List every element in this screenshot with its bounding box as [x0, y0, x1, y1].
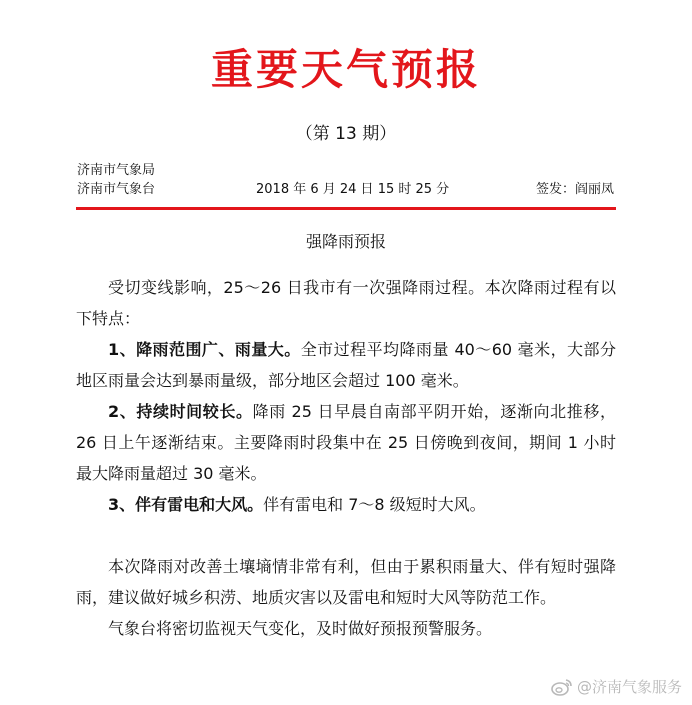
point-1: [76, 334, 616, 396]
point-3-heading: 3、伴有雷电和大风。: [108, 495, 264, 514]
weibo-icon: [551, 678, 573, 696]
point-1-text: 全市过程平均降雨量 40～60 毫米，大部分地区雨量会达到暴雨量级，部分地区会超过 100 毫米。: [76, 340, 616, 390]
weibo-watermark: [551, 676, 682, 698]
point-2-heading: 2、持续时间较长。: [108, 402, 253, 421]
point-2: [76, 396, 616, 489]
issue-number: （第 13 期）: [295, 124, 397, 144]
closing-paragraph: 气象台将密切监视天气变化，及时做好预报预警服务。: [108, 619, 493, 638]
advice-paragraph: 本次降雨对改善土壤墒情非常有利，但由于累积雨量大、伴有短时强降雨，建议做好城乡积涝、地质灾害以及雷电和短时大风等防范工作。: [76, 557, 616, 607]
issuer-bureau: 济南市气象局: [77, 163, 156, 178]
point-3: [76, 489, 616, 520]
intro-paragraph: 受切变线影响，25～26 日我市有一次强降雨过程。本次降雨过程有以下特点：: [76, 278, 616, 328]
point-1-heading: 1、降雨范围广、雨量大。: [108, 340, 301, 359]
point-2-text: 降雨 25 日早晨自南部平阴开始，逐渐向北推移，26 日上午逐渐结束。主要降雨时段集中在 25 日傍晚到夜间，期间 1 小时最大降雨量超过 30 毫米。: [76, 402, 616, 483]
document-title: 重要天气预报: [210, 45, 481, 94]
issuer-observatory: 济南市气象台: [77, 182, 156, 197]
forecast-subtitle: 强降雨预报: [305, 232, 386, 251]
signer: 签发：阎丽凤: [535, 182, 614, 197]
forecast-body: [76, 272, 616, 644]
point-3-text: 伴有雷电和 7～8 级短时大风。: [263, 495, 486, 514]
red-divider: [76, 207, 616, 210]
issue-datetime: 2018 年 6 月 24 日 15 时 25 分: [256, 182, 450, 197]
watermark-text: @济南气象服务: [576, 678, 682, 696]
